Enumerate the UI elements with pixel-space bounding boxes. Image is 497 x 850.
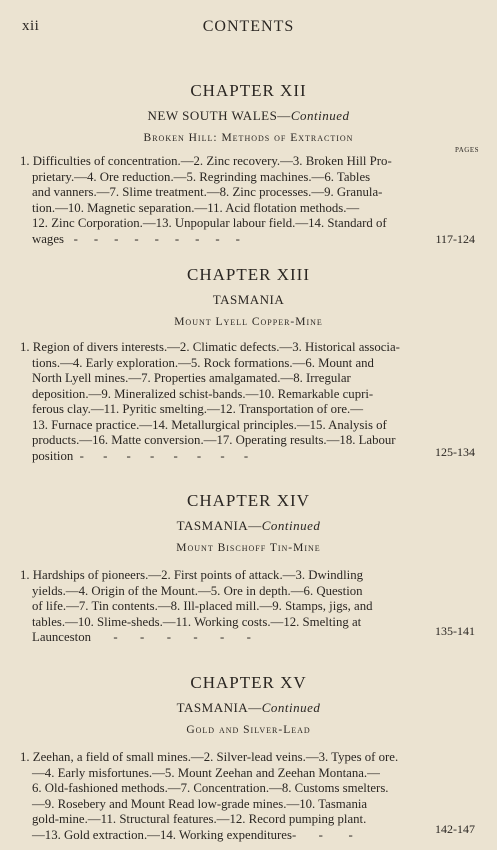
page-range: 125-134 bbox=[435, 444, 475, 459]
summary-line: 12. Zinc Corporation.—13. Unpopular labour field.—14. Standard of bbox=[32, 216, 387, 230]
chapter-14 bbox=[20, 490, 477, 646]
page-range: 142-147 bbox=[435, 821, 475, 836]
summary-line: yields.—4. Origin of the Mount.—5. Ore in depth.—6. Question bbox=[32, 583, 363, 598]
summary-line: —9. Rosebery and Mount Read low-grade mines.—10. Tasmania bbox=[32, 796, 368, 811]
chapter-summary bbox=[20, 750, 477, 843]
chapter-section: Gold and Silver-Lead bbox=[186, 724, 311, 736]
chapter-subtitle: TASMANIA—Continued bbox=[176, 700, 321, 715]
summary-line: tables.—10. Slime-sheds.—11. Working costs.—12. Smelting at bbox=[32, 614, 362, 629]
summary-line: 1. Hardships of pioneers.—2. First points of attack.—3. Dwindling bbox=[20, 568, 363, 582]
summary-line: —13. Gold extraction.—14. Working expenditures- - - bbox=[32, 827, 353, 842]
chapter-subtitle: TASMANIA bbox=[212, 292, 285, 307]
page-header bbox=[22, 18, 475, 40]
chapter-subtitle: TASMANIA—Continued bbox=[176, 518, 321, 533]
summary-line: position - - - - - - - - bbox=[32, 448, 249, 463]
chapter-subtitle: NEW SOUTH WALES—Continued bbox=[147, 108, 350, 123]
chapter-summary bbox=[20, 568, 477, 646]
chapter-13 bbox=[20, 264, 477, 464]
summary-line: —4. Early misfortunes.—5. Mount Zeehan and Zeehan Montana.— bbox=[32, 765, 380, 780]
summary-line: Launceston - - - - - - bbox=[32, 630, 251, 644]
chapter-section: Mount Bischoff Tin-Mine bbox=[176, 542, 321, 554]
summary-line: 1. Zeehan, a field of small mines.—2. Silver-lead veins.—3. Types of ore. bbox=[20, 750, 399, 764]
chapter-title: CHAPTER XII bbox=[190, 81, 307, 100]
chapter-title: CHAPTER XV bbox=[190, 673, 307, 692]
summary-line: ferous clay.—11. Pyritic smelting.—12. Transportation of ore.— bbox=[32, 402, 364, 416]
summary-line: products.—16. Matte conversion.—17. Operating results.—18. Labour bbox=[32, 433, 396, 447]
page-folio: xii bbox=[22, 18, 40, 34]
summary-line: tion.—10. Magnetic separation.—11. Acid flotation methods.— bbox=[32, 200, 360, 215]
chapter-15 bbox=[20, 672, 477, 843]
summary-line: North Lyell mines.—7. Properties amalgamated.—8. Irregular bbox=[32, 371, 351, 385]
summary-line: and vanners.—7. Slime treatment.—8. Zinc processes.—9. Granula- bbox=[32, 185, 383, 199]
summary-line: of life.—7. Tin contents.—8. Ill-placed mill.—9. Stamps, jigs, and bbox=[32, 599, 373, 613]
chapter-title: CHAPTER XIII bbox=[187, 265, 310, 284]
summary-line: 1. Region of divers interests.—2. Climatic defects.—3. Historical associa- bbox=[20, 340, 400, 354]
summary-line: tions.—4. Early exploration.—5. Rock formations.—6. Mount and bbox=[32, 355, 374, 370]
summary-line: 6. Old-fashioned methods.—7. Concentration.—8. Customs smelters. bbox=[32, 781, 389, 795]
chapter-title: CHAPTER XIV bbox=[187, 491, 310, 510]
summary-line: deposition.—9. Mineralized schist-bands.—10. Remarkable cupri- bbox=[32, 386, 374, 401]
running-title: CONTENTS bbox=[202, 18, 295, 35]
summary-line: gold-mine.—11. Structural features.—12. Record pumping plant. bbox=[32, 812, 367, 826]
chapter-section: Broken Hill: Methods of Extraction bbox=[143, 132, 354, 144]
summary-line: 1. Difficulties of concentration.—2. Zinc recovery.—3. Broken Hill Pro- bbox=[20, 154, 392, 168]
pages-label: PAGES bbox=[454, 146, 479, 154]
summary-line: prietary.—4. Ore reduction.—5. Regrinding machines.—6. Tables bbox=[32, 169, 371, 184]
summary-line: 13. Furnace practice.—14. Metallurgical principles.—15. Analysis of bbox=[32, 417, 387, 432]
chapter-section: Mount Lyell Copper-Mine bbox=[174, 316, 323, 328]
chapter-summary bbox=[20, 340, 477, 464]
page-range: 117-124 bbox=[435, 231, 475, 246]
page-range: 135-141 bbox=[435, 624, 475, 638]
chapter-12 bbox=[20, 80, 477, 247]
chapter-summary bbox=[20, 154, 477, 247]
summary-line: wages - - - - - - - - - bbox=[32, 231, 240, 246]
